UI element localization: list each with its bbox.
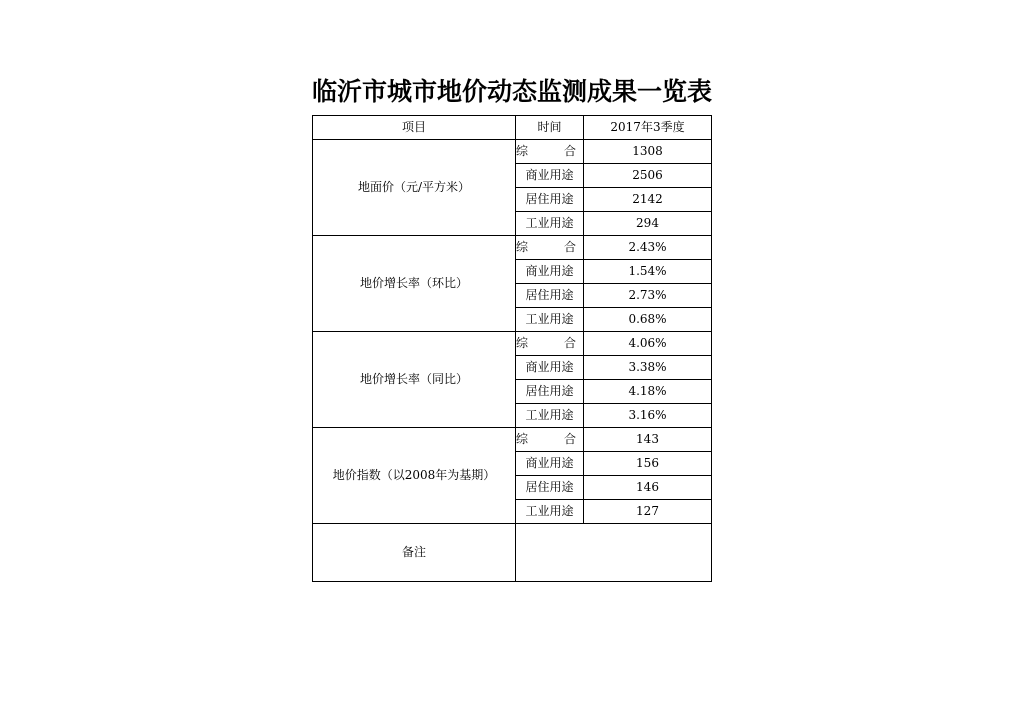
- use-label: 综 合: [516, 332, 584, 356]
- use-label: 居住用途: [516, 284, 584, 308]
- note-label: 备注: [313, 524, 516, 582]
- document-title: 临沂市城市地价动态监测成果一览表: [312, 77, 713, 106]
- table-row: [313, 140, 712, 164]
- table-row: [313, 428, 712, 452]
- header-item: 项目: [313, 116, 516, 140]
- group-label-price-index: 地价指数（以2008年为基期）: [313, 428, 516, 524]
- value-cell: 0.68%: [584, 308, 712, 332]
- header-time: 时间: [516, 116, 584, 140]
- note-row: [313, 524, 712, 582]
- note-value: [516, 524, 712, 582]
- use-label: 商业用途: [516, 260, 584, 284]
- use-label: 工业用途: [516, 308, 584, 332]
- value-cell: 1.54%: [584, 260, 712, 284]
- use-label: 工业用途: [516, 404, 584, 428]
- use-label: 工业用途: [516, 500, 584, 524]
- use-label: 综 合: [516, 236, 584, 260]
- header-period: 2017年3季度: [584, 116, 712, 140]
- value-cell: 143: [584, 428, 712, 452]
- value-cell: 127: [584, 500, 712, 524]
- use-label: 商业用途: [516, 452, 584, 476]
- use-label: 居住用途: [516, 188, 584, 212]
- table-row: [313, 236, 712, 260]
- value-cell: 3.38%: [584, 356, 712, 380]
- value-cell: 3.16%: [584, 404, 712, 428]
- group-label-growth-yoy: 地价增长率（同比）: [313, 332, 516, 428]
- value-cell: 294: [584, 212, 712, 236]
- value-cell: 2506: [584, 164, 712, 188]
- use-label: 商业用途: [516, 164, 584, 188]
- value-cell: 146: [584, 476, 712, 500]
- use-label: 综 合: [516, 428, 584, 452]
- land-price-table: [312, 115, 712, 582]
- use-label: 居住用途: [516, 476, 584, 500]
- use-label: 工业用途: [516, 212, 584, 236]
- value-cell: 4.18%: [584, 380, 712, 404]
- value-cell: 156: [584, 452, 712, 476]
- use-label: 综 合: [516, 140, 584, 164]
- value-cell: 2.73%: [584, 284, 712, 308]
- group-label-land-price: 地面价（元/平方米）: [313, 140, 516, 236]
- table-row: [313, 332, 712, 356]
- value-cell: 2142: [584, 188, 712, 212]
- use-label: 居住用途: [516, 380, 584, 404]
- value-cell: 4.06%: [584, 332, 712, 356]
- group-label-growth-qoq: 地价增长率（环比）: [313, 236, 516, 332]
- table-header-row: [313, 116, 712, 140]
- value-cell: 2.43%: [584, 236, 712, 260]
- use-label: 商业用途: [516, 356, 584, 380]
- value-cell: 1308: [584, 140, 712, 164]
